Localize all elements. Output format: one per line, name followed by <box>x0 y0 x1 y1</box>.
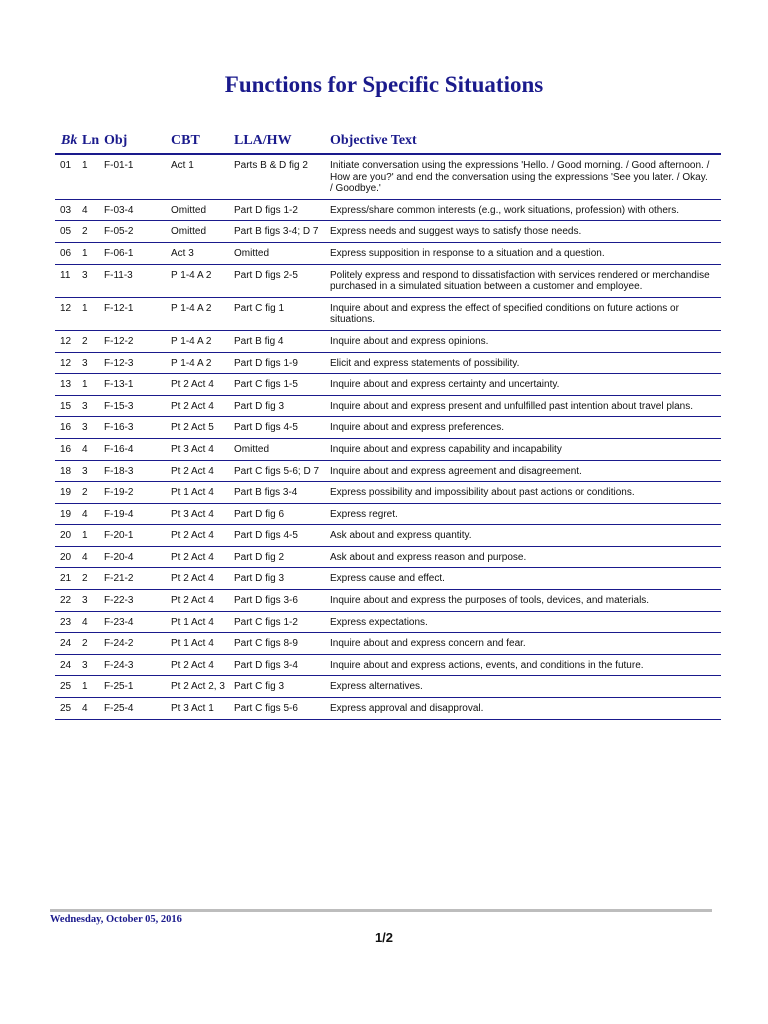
cell-obj: F-24-2 <box>104 633 171 655</box>
table-row <box>55 438 721 460</box>
cell-cbt: Omitted <box>171 199 234 221</box>
cell-text: Express/share common interests (e.g., work situations, profession) with others. <box>330 199 721 221</box>
table-row <box>55 242 721 264</box>
cell-obj: F-15-3 <box>104 395 171 417</box>
cell-obj: F-25-1 <box>104 676 171 698</box>
cell-ln: 4 <box>82 503 104 525</box>
cell-cbt: P 1-4 A 2 <box>171 264 234 297</box>
page-number: 1/2 <box>374 930 394 945</box>
cell-ln: 1 <box>82 525 104 547</box>
cell-text: Inquire about and express opinions. <box>330 330 721 352</box>
table-row <box>55 330 721 352</box>
cell-llahw: Part D figs 4-5 <box>234 417 330 439</box>
cell-cbt: Pt 1 Act 4 <box>171 482 234 504</box>
header-llahw: LLA/HW <box>234 128 330 154</box>
cell-obj: F-05-2 <box>104 221 171 243</box>
cell-ln: 3 <box>82 590 104 612</box>
cell-cbt: Pt 3 Act 4 <box>171 503 234 525</box>
cell-cbt: Pt 2 Act 4 <box>171 590 234 612</box>
cell-ln: 1 <box>82 154 104 199</box>
cell-obj: F-23-4 <box>104 611 171 633</box>
cell-obj: F-19-2 <box>104 482 171 504</box>
cell-text: Inquire about and express actions, events, and conditions in the future. <box>330 654 721 676</box>
cell-text: Express supposition in response to a situation and a question. <box>330 242 721 264</box>
cell-llahw: Part D figs 3-4 <box>234 654 330 676</box>
cell-obj: F-11-3 <box>104 264 171 297</box>
table-row <box>55 525 721 547</box>
cell-cbt: P 1-4 A 2 <box>171 352 234 374</box>
cell-cbt: Pt 3 Act 1 <box>171 698 234 720</box>
cell-llahw: Part D figs 1-9 <box>234 352 330 374</box>
table-row <box>55 460 721 482</box>
cell-bk: 01 <box>55 154 82 199</box>
cell-ln: 2 <box>82 633 104 655</box>
cell-text: Express alternatives. <box>330 676 721 698</box>
cell-llahw: Part D figs 2-5 <box>234 264 330 297</box>
header-obj: Obj <box>104 128 171 154</box>
cell-bk: 19 <box>55 503 82 525</box>
cell-llahw: Part D figs 3-6 <box>234 590 330 612</box>
cell-bk: 24 <box>55 654 82 676</box>
cell-ln: 2 <box>82 330 104 352</box>
cell-ln: 4 <box>82 546 104 568</box>
table-row <box>55 568 721 590</box>
cell-cbt: Pt 3 Act 4 <box>171 438 234 460</box>
cell-bk: 05 <box>55 221 82 243</box>
cell-obj: F-20-1 <box>104 525 171 547</box>
cell-llahw: Part B figs 3-4 <box>234 482 330 504</box>
cell-bk: 16 <box>55 438 82 460</box>
cell-text: Inquire about and express agreement and disagreement. <box>330 460 721 482</box>
cell-bk: 11 <box>55 264 82 297</box>
cell-cbt: P 1-4 A 2 <box>171 297 234 330</box>
cell-cbt: Pt 2 Act 4 <box>171 395 234 417</box>
table-row <box>55 417 721 439</box>
page-title: Functions for Specific Situations <box>224 72 544 97</box>
table-row <box>55 154 721 199</box>
table-row <box>55 264 721 297</box>
cell-cbt: Omitted <box>171 221 234 243</box>
cell-text: Express needs and suggest ways to satisfy those needs. <box>330 221 721 243</box>
table-row <box>55 374 721 396</box>
cell-ln: 3 <box>82 352 104 374</box>
cell-cbt: Pt 1 Act 4 <box>171 611 234 633</box>
table-row <box>55 676 721 698</box>
cell-bk: 20 <box>55 546 82 568</box>
cell-llahw: Part C figs 5-6 <box>234 698 330 720</box>
cell-bk: 25 <box>55 676 82 698</box>
cell-bk: 12 <box>55 352 82 374</box>
cell-bk: 25 <box>55 698 82 720</box>
cell-text: Express cause and effect. <box>330 568 721 590</box>
cell-obj: F-21-2 <box>104 568 171 590</box>
cell-cbt: Pt 2 Act 4 <box>171 546 234 568</box>
cell-llahw: Part D fig 3 <box>234 395 330 417</box>
cell-bk: 22 <box>55 590 82 612</box>
cell-ln: 3 <box>82 264 104 297</box>
cell-bk: 20 <box>55 525 82 547</box>
table-body <box>55 154 721 719</box>
cell-ln: 2 <box>82 482 104 504</box>
cell-obj: F-16-3 <box>104 417 171 439</box>
cell-bk: 23 <box>55 611 82 633</box>
header-objective-text: Objective Text <box>330 128 721 154</box>
cell-llahw: Part C figs 1-2 <box>234 611 330 633</box>
cell-llahw: Part C figs 1-5 <box>234 374 330 396</box>
cell-llahw: Part C fig 3 <box>234 676 330 698</box>
cell-cbt: Act 1 <box>171 154 234 199</box>
cell-ln: 4 <box>82 611 104 633</box>
cell-ln: 1 <box>82 297 104 330</box>
cell-ln: 4 <box>82 698 104 720</box>
cell-bk: 12 <box>55 330 82 352</box>
cell-ln: 1 <box>82 374 104 396</box>
cell-obj: F-25-4 <box>104 698 171 720</box>
table-row <box>55 395 721 417</box>
table-row <box>55 199 721 221</box>
table-row <box>55 482 721 504</box>
cell-llahw: Part B figs 3-4; D 7 <box>234 221 330 243</box>
header-cbt: CBT <box>171 128 234 154</box>
cell-obj: F-22-3 <box>104 590 171 612</box>
cell-cbt: Pt 2 Act 4 <box>171 460 234 482</box>
cell-text: Inquire about and express preferences. <box>330 417 721 439</box>
table-row <box>55 503 721 525</box>
cell-llahw: Parts B & D fig 2 <box>234 154 330 199</box>
cell-text: Ask about and express quantity. <box>330 525 721 547</box>
cell-bk: 24 <box>55 633 82 655</box>
cell-llahw: Part C fig 1 <box>234 297 330 330</box>
cell-cbt: Pt 2 Act 4 <box>171 374 234 396</box>
cell-ln: 2 <box>82 221 104 243</box>
cell-bk: 13 <box>55 374 82 396</box>
cell-text: Ask about and express reason and purpose. <box>330 546 721 568</box>
cell-obj: F-03-4 <box>104 199 171 221</box>
cell-text: Inquire about and express concern and fear. <box>330 633 721 655</box>
cell-llahw: Part B fig 4 <box>234 330 330 352</box>
cell-cbt: Pt 2 Act 5 <box>171 417 234 439</box>
objectives-table-container <box>55 128 721 720</box>
table-row <box>55 633 721 655</box>
cell-bk: 15 <box>55 395 82 417</box>
cell-ln: 3 <box>82 654 104 676</box>
cell-obj: F-18-3 <box>104 460 171 482</box>
cell-llahw: Omitted <box>234 438 330 460</box>
cell-bk: 06 <box>55 242 82 264</box>
cell-obj: F-16-4 <box>104 438 171 460</box>
cell-text: Express regret. <box>330 503 721 525</box>
cell-ln: 4 <box>82 438 104 460</box>
cell-bk: 12 <box>55 297 82 330</box>
cell-cbt: Pt 1 Act 4 <box>171 633 234 655</box>
cell-cbt: Act 3 <box>171 242 234 264</box>
cell-obj: F-12-1 <box>104 297 171 330</box>
cell-cbt: Pt 2 Act 4 <box>171 568 234 590</box>
table-row <box>55 221 721 243</box>
cell-llahw: Part C figs 5-6; D 7 <box>234 460 330 482</box>
cell-ln: 2 <box>82 568 104 590</box>
header-row <box>55 128 721 154</box>
cell-obj: F-12-2 <box>104 330 171 352</box>
cell-cbt: Pt 2 Act 4 <box>171 654 234 676</box>
cell-text: Inquire about and express the effect of specified conditions on future actions or situations. <box>330 297 721 330</box>
cell-llahw: Part D fig 6 <box>234 503 330 525</box>
cell-cbt: P 1-4 A 2 <box>171 330 234 352</box>
cell-text: Express possibility and impossibility about past actions or conditions. <box>330 482 721 504</box>
footer-divider <box>50 909 712 912</box>
cell-obj: F-12-3 <box>104 352 171 374</box>
table-row <box>55 698 721 720</box>
table-row <box>55 297 721 330</box>
cell-obj: F-24-3 <box>104 654 171 676</box>
footer-date: Wednesday, October 05, 2016 <box>50 914 182 925</box>
cell-llahw: Part D figs 4-5 <box>234 525 330 547</box>
cell-llahw: Part C figs 8-9 <box>234 633 330 655</box>
table-header <box>55 128 721 154</box>
cell-obj: F-06-1 <box>104 242 171 264</box>
cell-llahw: Part D fig 2 <box>234 546 330 568</box>
cell-llahw: Part D fig 3 <box>234 568 330 590</box>
cell-text: Inquire about and express present and unfulfilled past intention about travel plans. <box>330 395 721 417</box>
cell-llahw: Omitted <box>234 242 330 264</box>
cell-ln: 1 <box>82 676 104 698</box>
table-row <box>55 546 721 568</box>
table-row <box>55 611 721 633</box>
cell-ln: 3 <box>82 395 104 417</box>
cell-llahw: Part D figs 1-2 <box>234 199 330 221</box>
cell-bk: 19 <box>55 482 82 504</box>
cell-obj: F-20-4 <box>104 546 171 568</box>
objectives-table <box>55 128 721 720</box>
cell-obj: F-13-1 <box>104 374 171 396</box>
cell-text: Elicit and express statements of possibility. <box>330 352 721 374</box>
cell-text: Express expectations. <box>330 611 721 633</box>
table-row <box>55 352 721 374</box>
cell-ln: 3 <box>82 460 104 482</box>
cell-bk: 18 <box>55 460 82 482</box>
cell-ln: 4 <box>82 199 104 221</box>
cell-obj: F-01-1 <box>104 154 171 199</box>
cell-bk: 21 <box>55 568 82 590</box>
cell-text: Initiate conversation using the expressions 'Hello. / Good morning. / Good afternoon. / How are you?' and end the conversation using the expressions 'See you later. / Okay. / Goodbye.' <box>330 154 721 199</box>
cell-bk: 03 <box>55 199 82 221</box>
table-row <box>55 654 721 676</box>
cell-text: Inquire about and express the purposes of tools, devices, and materials. <box>330 590 721 612</box>
cell-text: Politely express and respond to dissatisfaction with services rendered or merchandise purchased in a simulated situation between a customer and employee. <box>330 264 721 297</box>
cell-cbt: Pt 2 Act 2, 3 <box>171 676 234 698</box>
cell-obj: F-19-4 <box>104 503 171 525</box>
table-row <box>55 590 721 612</box>
cell-ln: 1 <box>82 242 104 264</box>
cell-text: Express approval and disapproval. <box>330 698 721 720</box>
header-ln: Ln <box>82 128 104 154</box>
cell-text: Inquire about and express certainty and uncertainty. <box>330 374 721 396</box>
cell-ln: 3 <box>82 417 104 439</box>
cell-text: Inquire about and express capability and incapability <box>330 438 721 460</box>
cell-bk: 16 <box>55 417 82 439</box>
cell-cbt: Pt 2 Act 4 <box>171 525 234 547</box>
header-bk: Bk <box>55 128 82 154</box>
